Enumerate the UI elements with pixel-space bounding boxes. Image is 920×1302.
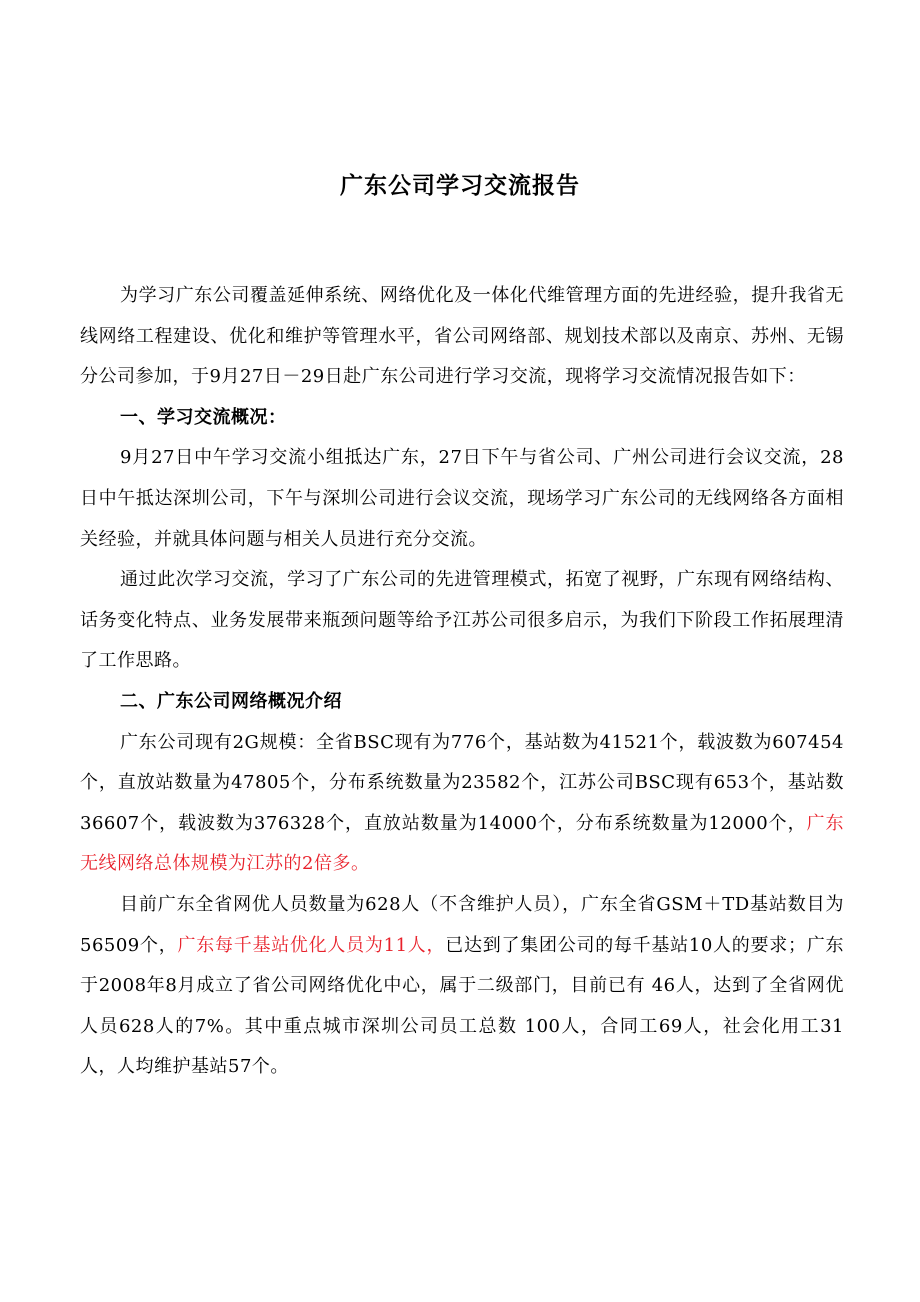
section-1-paragraph-1: 9月27日中午学习交流小组抵达广东，27日下午与省公司、广州公司进行会议交流，28日中午抵达深圳公司，下午与深圳公司进行会议交流，现场学习广东公司的无线网络各方面相关经验，并就具体问题与相关人员进行充分交流。: [80, 447, 844, 550]
section-2-paragraph-2: [80, 885, 844, 1088]
section-2-p1-text: 广东公司现有2G规模：全省BSC现有为776个，基站数为41521个，载波数为607454个，直放站数量为47805个，分布系统数量为23582个，江苏公司BSC现有653个，基站数36607个，载波数为376328个，直放站数量为14000个，分布系统数量为12000个，: [80, 731, 844, 834]
section-1-heading: 一、学习交流概况：: [120, 406, 287, 428]
section-2-p2-text-b: 已达到了集团公司的每千基站10人的要求；广东于2008年8月成立了省公司网络优化中心，属于二级部门，目前已有 46人，达到了全省网优人员628人的7%。其中重点城市深圳公司员工总数 100人，合同工69人，社会化用工31人，人均维护基站57个。: [80, 934, 844, 1078]
section-2-paragraph-1: [80, 723, 844, 885]
section-2-p2-text-a: 目前广东全省网优人员数量为628人（不含维护人员），广东全省GSM＋TD基站数目为56509个，: [80, 893, 844, 956]
section-2-heading: 二、广东公司网络概况介绍: [120, 690, 342, 712]
section-1-paragraph-2: 通过此次学习交流，学习了广东公司的先进管理模式，拓宽了视野，广东现有网络结构、话务变化特点、业务发展带来瓶颈问题等给予江苏公司很多启示，为我们下阶段工作拓展理清了工作思路。: [80, 569, 844, 672]
document-title: 广东公司学习交流报告: [340, 173, 580, 199]
intro-paragraph: 为学习广东公司覆盖延伸系统、网络优化及一体化代维管理方面的先进经验，提升我省无线网络工程建设、优化和维护等管理水平，省公司网络部、规划技术部以及南京、苏州、无锡分公司参加，于9月27日－29日赴广东公司进行学习交流，现将学习交流情况报告如下：: [80, 285, 844, 388]
section-2-p1-highlight: 广东无线网络总体规模为江苏的2倍多。: [80, 812, 844, 875]
section-2-p2-highlight: 广东每千基站优化人员为11人，: [177, 934, 446, 956]
document-body: [80, 276, 844, 1088]
